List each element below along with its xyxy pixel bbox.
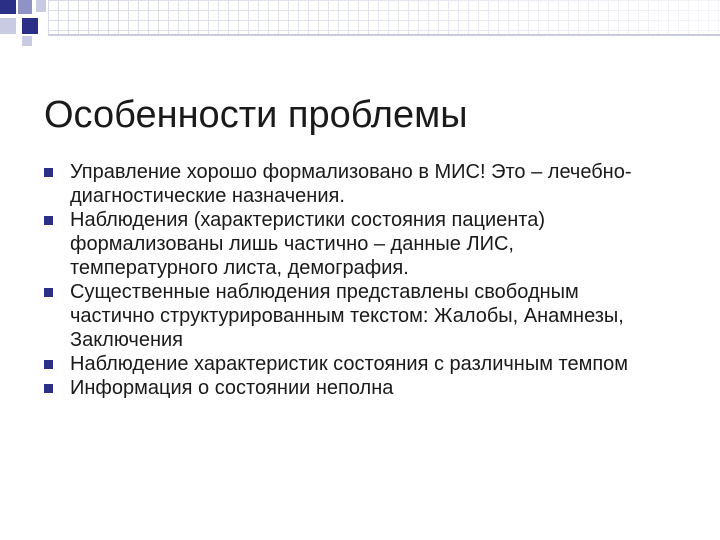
square-bullet-icon [44,288,53,297]
bullet-text: Информация о состоянии неполна [70,377,394,399]
bullet-item [42,160,662,208]
decorative-square [36,0,46,12]
decorative-square [22,36,32,46]
decorative-square [0,0,16,14]
bullet-item [42,280,662,352]
square-bullet-icon [44,216,53,225]
bullet-item [42,208,662,280]
header-divider [48,34,720,36]
bullet-list [42,160,662,400]
bullet-item [42,352,662,376]
bullet-text: Управление хорошо формализовано в МИС! Это – лечебно-диагностические назначения. [70,161,632,207]
bullet-text: Существенные наблюдения представлены свободным частично структурированным текстом: Жалобы, Анамнезы, Заключения [70,281,624,351]
square-bullet-icon [44,168,53,177]
decorative-square [18,0,32,14]
slide-title: Особенности проблемы [44,94,468,137]
bullet-text: Наблюдение характеристик состояния с различным темпом [70,353,629,375]
square-bullet-icon [44,384,53,393]
header-grid-fade [48,0,720,34]
square-bullet-icon [44,360,53,369]
decorative-square [22,18,38,34]
bullet-item [42,376,662,400]
decorative-square [0,18,16,34]
bullet-text: Наблюдения (характеристики состояния пациента) формализованы лишь частично – данные ЛИС, температурного листа, демография. [70,209,545,279]
